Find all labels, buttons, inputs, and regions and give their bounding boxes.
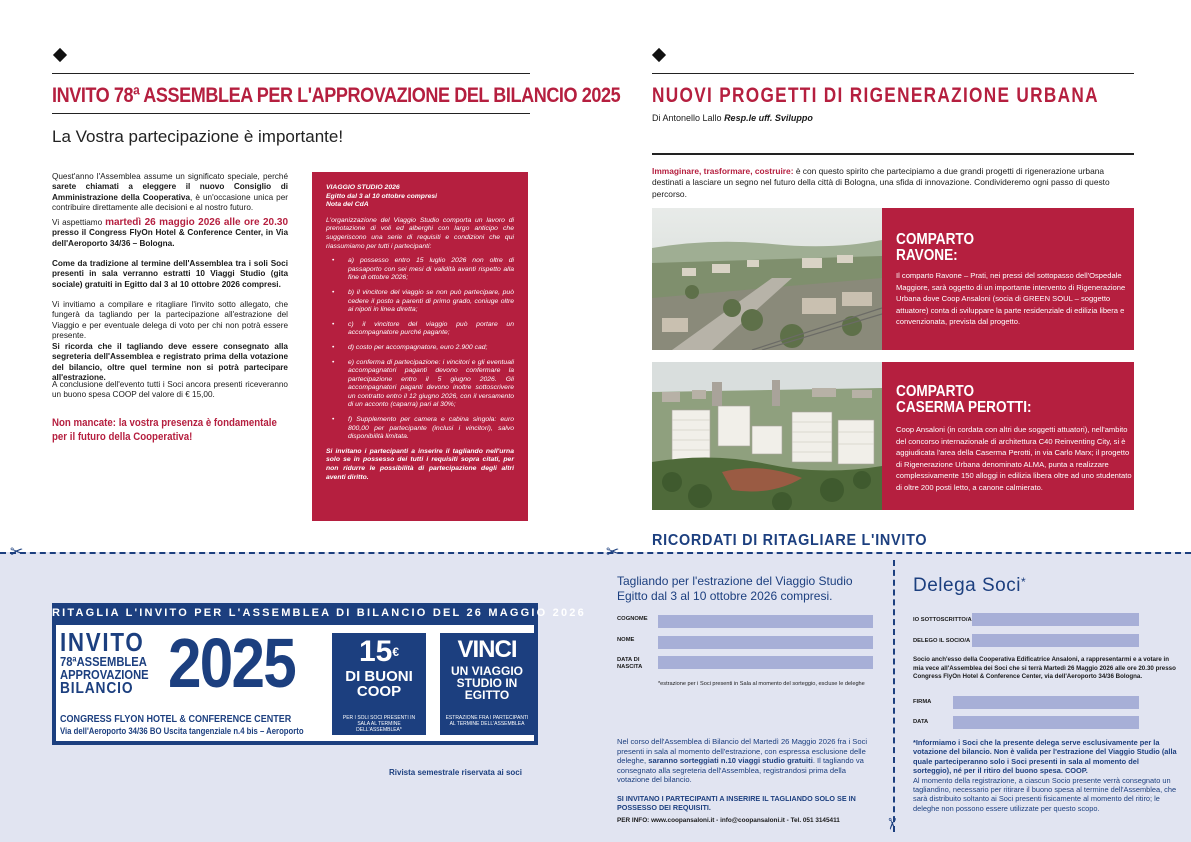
divider [52, 73, 530, 74]
banner-venue: CONGRESS FLYON HOTEL & CONFERENCE CENTER [60, 713, 292, 725]
travel-requirement [326, 416, 514, 442]
bullet-icon: • [332, 416, 335, 424]
form-requirements: SI INVITANO I PARTECIPANTI A INSERIRE IL TAGLIANDO SOLO SE IN POSSESSO DEI REQUISITI. [617, 794, 856, 812]
ravone-info-box [882, 208, 1134, 350]
name-row [617, 636, 873, 649]
signature-row [913, 696, 1139, 709]
travel-heading: VIAGGIO STUDIO 2026 Egitto dal 3 al 10 ottobre compresi Nota del CdA [326, 184, 438, 209]
tile-text: UN VIAGGIO [450, 664, 523, 678]
tile-value: VINCI [457, 636, 517, 663]
date-field[interactable] [953, 716, 1139, 729]
perotti-rendering-photo [652, 362, 882, 510]
contact-info: PER INFO: www.coopansaloni.it - info@coopansaloni.it - Tel. 051 3145411 [617, 817, 840, 824]
perotti-title: COMPARTO [896, 383, 975, 400]
banner-invito: INVITO [60, 627, 145, 657]
tile-text: STUDIO IN [456, 676, 518, 690]
surname-field[interactable] [658, 615, 873, 628]
bullet-icon: • [332, 358, 335, 366]
tile-value: 15€ [358, 635, 400, 668]
birthdate-field[interactable] [658, 656, 873, 669]
invitation-banner [52, 603, 586, 745]
paragraph: Vi invitiamo a compilare e ritagliare l'invito sotto allegato, che fungerà da tagliando per la partecipazione all'estrazione del Viaggio e per eventuale delega di voto per chi non potrà essere presente. [52, 300, 288, 341]
delega-note: Al momento della registrazione, a ciascun Socio presente verrà consegnato un tagliandino, necessario per ritirare il buono spesa al termine dell'Assemblea, che sarà distribuito soltanto ai Soci presenti fisicamente al momento del ritiro; le deleghe non possono essere utilizzate per questo scopo. [913, 775, 1177, 813]
perotti-text: Coop Ansaloni (in cordata con altri due soggetti attuatori), nell'ambito del concorso internazionale di architettura C40 Reinventing City, si è aggiudicata l'area della Caserma Perotti, in via Carlo Marx; il progetto di Rigenerazione Urbana denominato ALMA, punta a realizzare complessivamente 150 alloggi in edilizia libera oltre ad uno studentato di oltre 200 posti letto, a canone calmierato. [896, 425, 1132, 492]
tile-small: ESTRAZIONE FRA I PARTECIPANTI AL TERMINE DELL'ASSEMBLEA [445, 715, 529, 727]
banner-main [56, 625, 534, 741]
requirement-text: f) Supplemento per camera e cabina singola: euro 800,00 per partecipante (inclusi i vincitori), salvo disponibilità limitata. [348, 416, 514, 441]
signer-field[interactable] [972, 613, 1139, 626]
requirement-text: b) il vincitore del viaggio se non può partecipare, può cedere il posto a parenti di primo grado, coniuge oltre ai nipoti in linea diretta; [348, 288, 514, 314]
scissors-icon: ✂ [10, 544, 24, 561]
banner-address: Via dell'Aeroporto 34/36 BO Uscita tangenziale n.4 bis – Aeroporto [60, 726, 304, 736]
field-label: IO SOTTOSCRITTO/A [913, 617, 972, 623]
delega-note: *Informiamo i Soci che la presente delega serve esclusivamente per la votazione del bilancio. Non è valida per l'estrazione del Viaggio Studio (alla quale parteciperanno solo i Soci presenti in sala al momento del sorteggio), né per il ritiro del buono spesa. COOP. [913, 738, 1177, 776]
travel-requirement [326, 289, 514, 315]
banner-year: 2025 [168, 624, 296, 702]
perotti-info-box [882, 362, 1134, 510]
date-row [913, 716, 1139, 729]
tile-text: DI BUONI [345, 668, 413, 685]
travel-requirement [326, 359, 514, 411]
form-note: *estrazione per i Soci presenti in Sala al momento del sorteggio, escluse le deleghe [658, 681, 865, 687]
field-label: DATA [913, 719, 929, 725]
delega-text: Socio anch'esso della Cooperativa Edificatrice Ansaloni, a rappresentarmi e a votare in mia vece all'Assemblea dei Soci che si terrà Martedì 26 Maggio 2026 alle ore 20.30 presso Congress FlyOn Hotel & Conference Center, via dell'Aeroporto 34/36 Bologna. [913, 656, 1176, 681]
form-text: Nel corso dell'Assemblea di Bilancio del Martedì 26 Maggio 2026 fra i Soci presenti in sala al momento dell'estrazione, con espressa esclusione delle deleghe, saranno sorteggiati n.10 viaggi studio gratuiti. Il tagliando va consegnato alla segreteria dell'Assemblea, registrandosi prima della votazione del bilancio. [617, 737, 868, 785]
delega-title: Delega Soci* [913, 575, 1027, 596]
bullet-icon: • [332, 257, 335, 265]
paragraph: Come da tradizione al termine dell'Assemblea tra i soli Soci presenti in sala verranno estratti 10 Viaggi Studio (gita sociale) gratuiti in Egitto dal 3 al 10 ottobre 2026 compresi. [52, 259, 288, 289]
requirement-text: a) possesso entro 15 luglio 2026 non oltre di passaporto con sei mesi di validità avanti rispetto alla fine di ottobre 2026; [348, 257, 514, 282]
birthdate-row [617, 656, 873, 669]
page-title: INVITO 78ª ASSEMBLEA PER L'APPROVAZIONE DEL BILANCIO 2025 [52, 84, 621, 107]
travel-requirement [326, 344, 514, 353]
field-label: FIRMA [913, 699, 932, 705]
requirement-text: e) conferma di partecipazione: i vincitori e gli eventuali accompagnatori paganti devono confermare la partecipazione entro il 5 giugno 2026. Gli accompagnatori paganti devono inoltre sottoscrivere un contratto entro il 12 giugno 2026, con il versamento di un acconto (caparra) pari al 30%; [348, 358, 514, 409]
field-label: DELEGO IL SOCIO/A [913, 638, 971, 644]
banner-line: 78ªASSEMBLEA [60, 654, 147, 669]
diamond-icon [652, 48, 666, 62]
signer-row [913, 613, 1139, 626]
delegate-field[interactable] [972, 634, 1139, 647]
delegate-row [913, 634, 1139, 647]
signature-field[interactable] [953, 696, 1139, 709]
tile-text: EGITTO [464, 688, 510, 702]
requirement-text: c) il vincitore del viaggio può portare un accompagnatore purché pagante; [348, 320, 514, 337]
scissors-icon: ✂ [882, 817, 900, 831]
form-title: Tagliando per l'estrazione del Viaggio Studio Egitto dal 3 al 10 ottobre 2026 compresi. [617, 574, 853, 603]
ravone-title: COMPARTO [896, 231, 975, 248]
tile-small: PER I SOLI SOCI PRESENTI IN SALA AL TERMINE DELL'ASSEMBLEA* [342, 715, 416, 733]
trip-prize-tile [440, 633, 534, 735]
call-to-action: Non mancate: la vostra presenza è fondamentale per il futuro della Cooperativa! [52, 417, 277, 443]
delega-notes [913, 738, 1179, 813]
author-line: Di Antonello Lallo Resp.le uff. Sviluppo [652, 113, 813, 123]
requirement-text: d) costo per accompagnatore, euro 2.900 cad; [348, 343, 488, 351]
cut-line [0, 552, 1191, 554]
field-label: DATA DI NASCITA [617, 657, 643, 670]
bullet-icon: • [332, 320, 335, 328]
name-field[interactable] [658, 636, 873, 649]
cut-line-vertical [893, 560, 895, 832]
ravone-text: Il comparto Ravone – Prati, nei pressi del sottopasso dell'Ospedale Maggiore, sarà oggetto di un importante intervento di Rigenerazione Urbana dove Coop Ansaloni (socia di GREEN SOUL – soggetto attuatore) conta di sviluppare la parte residenziale di edilizia libera e convenzionata, prevista dal progetto. [896, 271, 1126, 327]
banner-line: APPROVAZIONE [60, 667, 149, 682]
magazine-note: Rivista semestrale riservata ai soci [389, 768, 522, 777]
field-label: NOME [617, 637, 635, 643]
bullet-icon: • [332, 288, 335, 296]
travel-footer: Si invitano i partecipanti a inserire il tagliando nell'urna solo se in possesso dei tutti i requisiti sopra citati, per non ridurre le possibilità di partecipazione degli altri aventi diritto. [326, 447, 514, 481]
paragraph: Vi aspettiamo martedì 26 maggio 2026 alle ore 20.30 presso il Congress FlyOn Hotel & Conference Center, in Via dell'Aeroporto 34/36 – Bologna. [52, 217, 289, 248]
paragraph: Quest'anno l'Assemblea assume un significato speciale, perché sarete chiamati a eleggere il nuovo Consiglio di Amministrazione della Cooperativa, è un'occasione unica per contribuire direttamente alle decisioni e al nostro futuro. [52, 172, 289, 213]
bullet-icon: • [332, 343, 335, 351]
diamond-icon [53, 48, 67, 62]
divider [652, 73, 1134, 74]
field-label: COGNOME [617, 616, 648, 622]
ravone-title: RAVONE: [896, 247, 958, 264]
banner-strip: RITAGLIA L'INVITO PER L'ASSEMBLEA DI BILANCIO DEL 26 MAGGIO 2026 [52, 607, 586, 619]
banner-line: BILANCIO [60, 680, 134, 697]
travel-note-box [312, 172, 528, 521]
paragraph: Si ricorda che il tagliando deve essere consegnato alla segreteria dell'Assemblea e registrato prima della votazione del bilancio, oltre quel termine non si potrà partecipare all'estrazione. [52, 342, 288, 383]
page-subtitle: La Vostra partecipazione è importante! [52, 127, 344, 146]
perotti-title: CASERMA PEROTTI: [896, 399, 1032, 416]
ravone-aerial-photo [652, 208, 882, 350]
travel-requirement [326, 321, 514, 338]
divider [652, 153, 1134, 155]
coop-voucher-tile [332, 633, 426, 735]
travel-intro: L'organizzazione del Viaggio Studio comporta un lavoro di prenotazione di voli ed alberghi con largo anticipo che suggeriscono una serie di requisiti e condizioni che qui riassumiamo per tutti i partecipanti: [326, 216, 514, 250]
surname-row [617, 615, 873, 628]
scissors-icon: ✂ [606, 544, 620, 561]
section-title: NUOVI PROGETTI DI RIGENERAZIONE URBANA [652, 84, 1099, 107]
paragraph: A conclusione dell'evento tutti i Soci ancora presenti riceveranno un buono spesa COOP del valore di € 15,00. [52, 380, 288, 400]
intro-paragraph: Immaginare, trasformare, costruire: è con questo spirito che partecipiamo a due grandi progetti di rigenerazione urbana destinati a lasciare un segno nel futuro della città di Bologna, una sfida di innovazione. Condivideremo ogni passo di questo percorso. [652, 166, 1110, 199]
tile-text: COOP [356, 683, 402, 700]
remember-heading: RICORDATI DI RITAGLIARE L'INVITO [652, 532, 928, 549]
travel-requirement [326, 257, 514, 283]
divider [52, 113, 530, 114]
